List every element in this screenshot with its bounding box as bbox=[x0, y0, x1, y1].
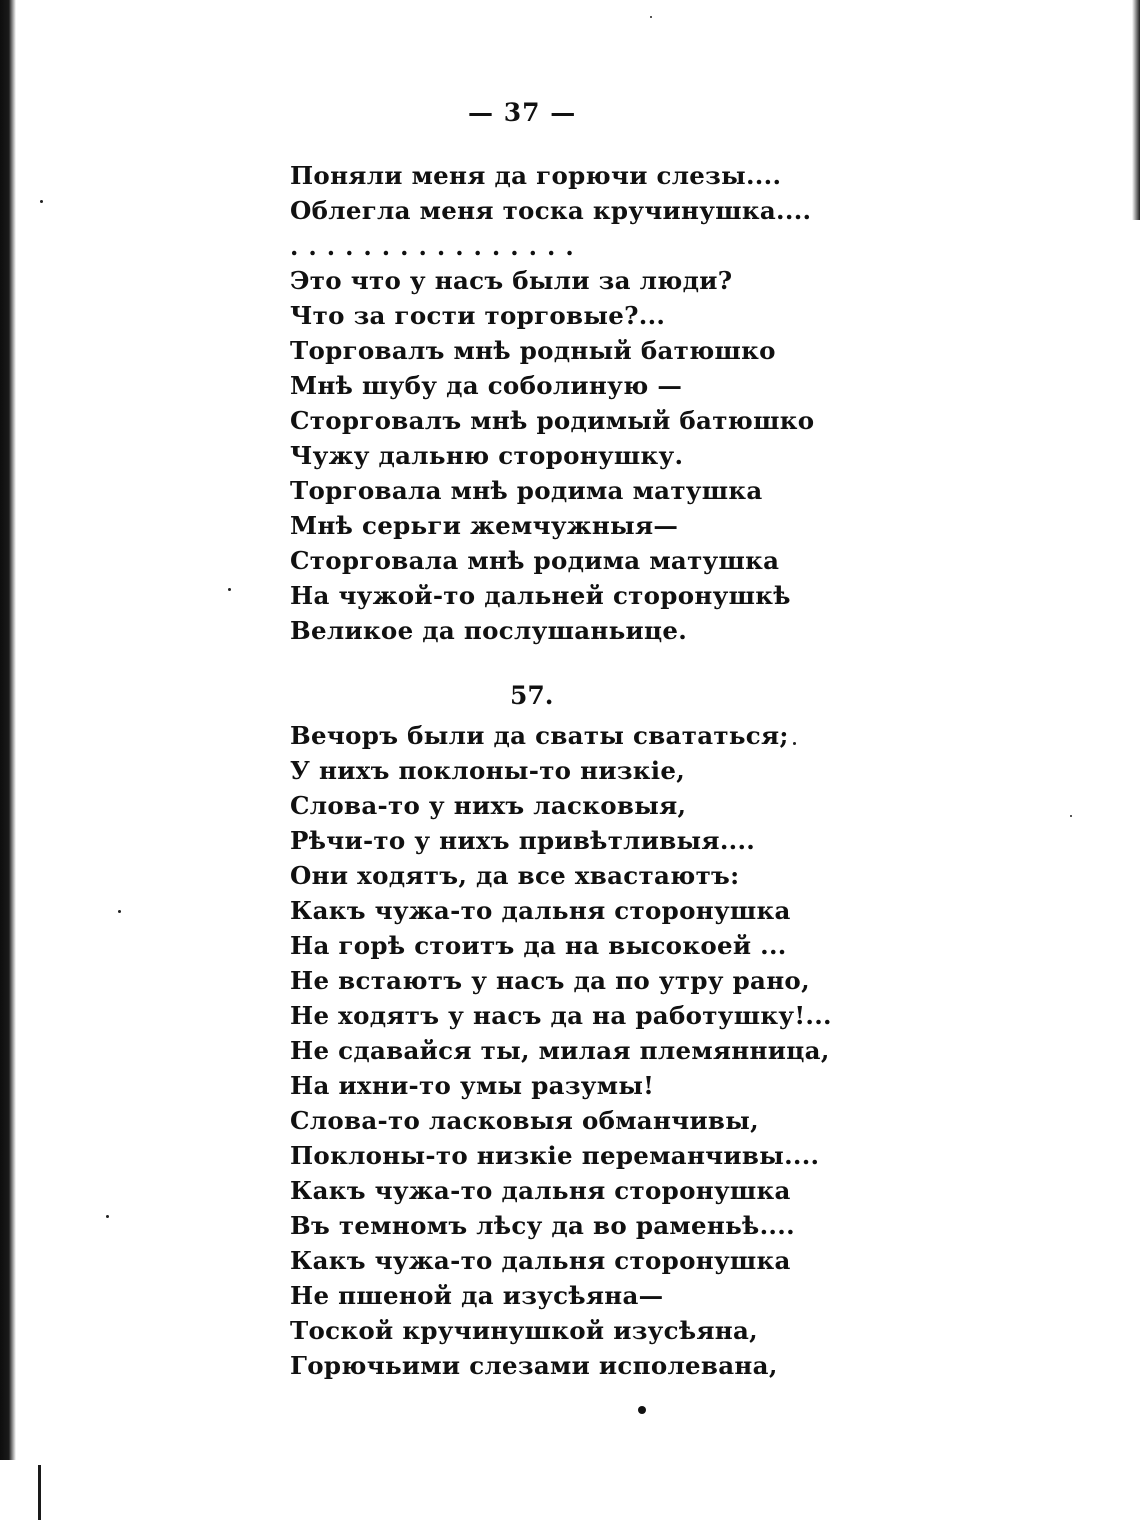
poem-line: На чужой-то дальней сторонушкѣ bbox=[290, 581, 791, 610]
poem-line: Это что у насъ были за люди? bbox=[290, 266, 733, 295]
scan-speck bbox=[40, 200, 43, 203]
poem-line: Они ходятъ, да все хвастаютъ: bbox=[290, 861, 740, 890]
scan-speck bbox=[650, 16, 652, 18]
poem-line: Не сдавайся ты, милая племянница, bbox=[290, 1036, 830, 1065]
section-number: 57. bbox=[510, 681, 554, 710]
poem-line: У нихъ поклоны-то низкіе, bbox=[290, 756, 686, 785]
poem-line: На ихни-то умы разумы! bbox=[290, 1071, 655, 1100]
page-number: — 37 — bbox=[468, 98, 577, 127]
poem-line: Поклоны-то низкіе переманчивы.... bbox=[290, 1141, 820, 1170]
poem-line: Облегла меня тоска кручинушка.... bbox=[290, 196, 812, 225]
poem-line: Торговалъ мнѣ родный батюшко bbox=[290, 336, 776, 365]
poem-line: Не ходятъ у насъ да на работушку!... bbox=[290, 1001, 832, 1030]
scan-speck bbox=[228, 588, 231, 591]
poem-line: Не пшеной да изусѣяна— bbox=[290, 1281, 664, 1310]
scan-edge-left-tail bbox=[38, 1465, 41, 1520]
scan-speck bbox=[106, 1215, 109, 1218]
poem-line: Слова-то ласковыя обманчивы, bbox=[290, 1106, 759, 1135]
scan-speck bbox=[1070, 815, 1072, 817]
poem-line: Чужу дальню сторонушку. bbox=[290, 441, 684, 470]
scan-edge-left bbox=[0, 0, 16, 1460]
scan-edge-right bbox=[1132, 0, 1140, 220]
scan-speck bbox=[118, 910, 121, 913]
poem-line: Въ темномъ лѣсу да во раменьѣ.... bbox=[290, 1211, 795, 1240]
poem-line: Тоской кручинушкой изусѣяна, bbox=[290, 1316, 758, 1345]
poem-line: Великое да послушаньице. bbox=[290, 616, 688, 645]
poem-line: Поняли меня да горючи слезы.... bbox=[290, 161, 782, 190]
poem-line: Какъ чужа-то дальня сторонушка bbox=[290, 1246, 791, 1275]
poem-57 bbox=[290, 718, 832, 1383]
poem-line: Сторговала мнѣ родима матушка bbox=[290, 546, 780, 575]
poem-line: Слова-то у нихъ ласковыя, bbox=[290, 791, 687, 820]
poem-line: Какъ чужа-то дальня сторонушка bbox=[290, 896, 791, 925]
poem-line: Какъ чужа-то дальня сторонушка bbox=[290, 1176, 791, 1205]
ellipsis-row: ................ bbox=[290, 232, 584, 261]
poem-line: Горючьими слезами исполевана, bbox=[290, 1351, 778, 1380]
poem-line: На горѣ стоитъ да на высокоей ... bbox=[290, 931, 787, 960]
poem-line: Мнѣ серьги жемчужныя— bbox=[290, 511, 679, 540]
poem-line: Не встаютъ у насъ да по утру рано, bbox=[290, 966, 810, 995]
bottom-dot bbox=[638, 1406, 646, 1414]
poem-line: Что за гости торговые?... bbox=[290, 301, 666, 330]
poem-line: Торговала мнѣ родима матушка bbox=[290, 476, 763, 505]
poem-part-2 bbox=[290, 263, 814, 648]
poem-part-1 bbox=[290, 158, 811, 228]
poem-line: Сторговалъ мнѣ родимый батюшко bbox=[290, 406, 815, 435]
poem-line: Мнѣ шубу да соболиную — bbox=[290, 371, 683, 400]
poem-line: Рѣчи-то у нихъ привѣтливыя.... bbox=[290, 826, 756, 855]
poem-line: Вечоръ были да сваты свататься; bbox=[290, 721, 789, 750]
